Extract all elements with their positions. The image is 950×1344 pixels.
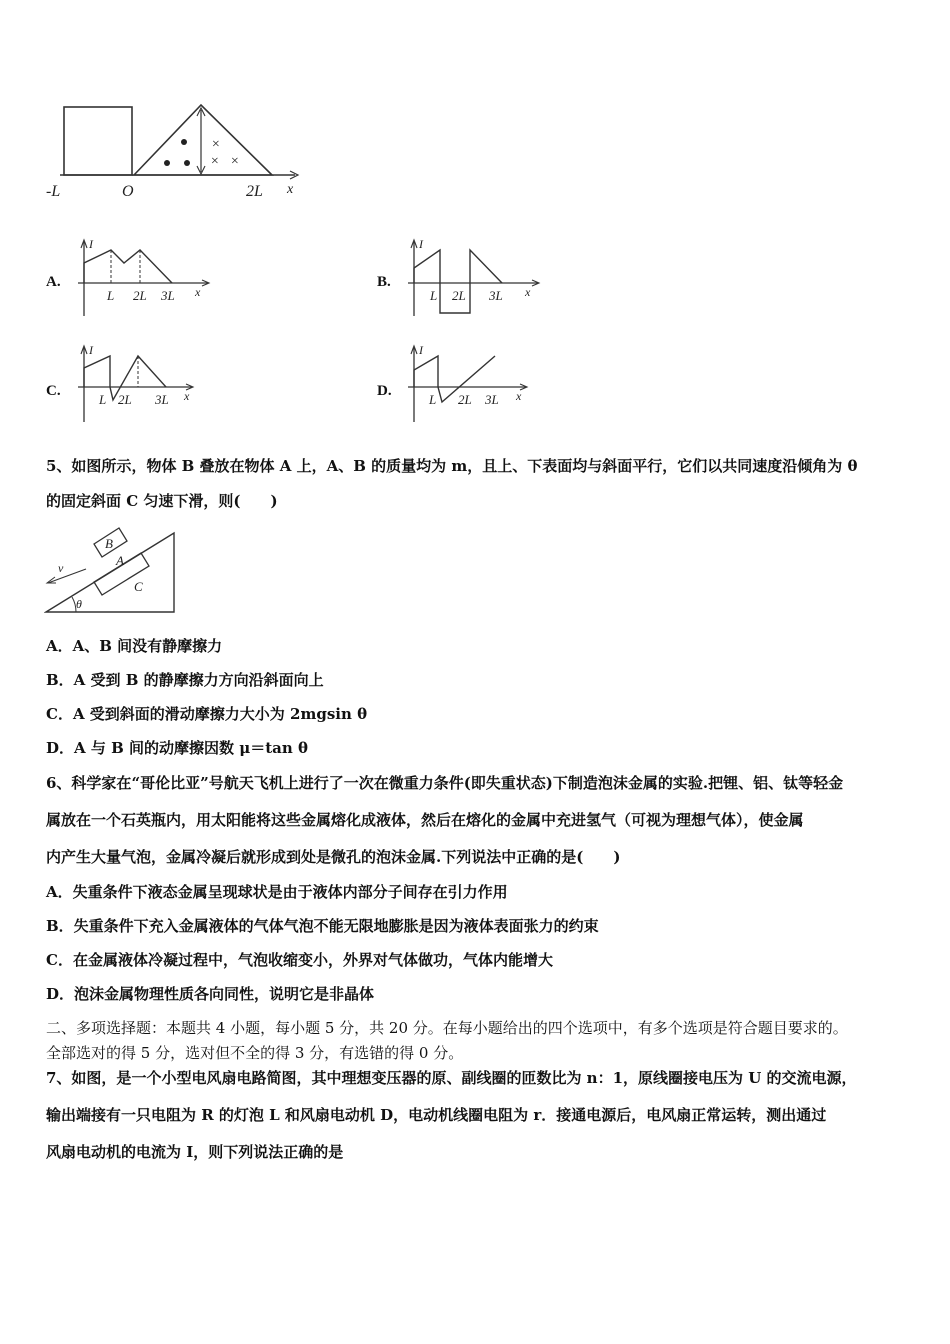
main-label-2L: 2L (246, 183, 263, 200)
q5-label-b: B (105, 536, 113, 551)
section2-heading-line1: 二、多项选择题：本题共 4 小题，每小题 5 分，共 20 分。在每小题给出的四个选项中，有多个选项是符合题目要求的。 (46, 1019, 848, 1037)
q5-label-c: C (134, 579, 143, 594)
q6-option-c[interactable]: C．在金属液体冷凝过程中，气泡收缩变小，外界对气体做功，气体内能增大 (46, 951, 553, 969)
q7-stem-line3: 风扇电动机的电流为 I，则下列说法正确的是 (46, 1143, 344, 1161)
svg-text:×: × (211, 137, 221, 152)
opt-c-tick-2l: 2L (118, 392, 132, 407)
q6-option-b[interactable]: B．失重条件下充入金属液体的气体气泡不能无限地膨胀是因为液体表面张力的约束 (46, 917, 599, 935)
q6-option-a[interactable]: A．失重条件下液态金属呈现球状是由于液体内部分子间存在引力作用 (46, 883, 508, 901)
opt-c-tick-l: L (99, 392, 107, 407)
opt-d-tick-3l: 3L (485, 392, 499, 407)
opt-b-tick-2l: 2L (452, 288, 466, 303)
opt-c-axis-x: x (184, 389, 190, 403)
opt-d-tick-2l: 2L (458, 392, 472, 407)
opt-a-tick-3l: 3L (161, 288, 175, 303)
opt-a-tick-2l: 2L (133, 288, 147, 303)
svg-text:×: × (210, 154, 220, 169)
opt-b-tick-l: L (430, 288, 438, 303)
q6-stem-line2: 属放在一个石英瓶内，用太阳能将这些金属熔化成液体，然后在熔化的金属中充进氢气（可视为理想气体），使金属 (46, 811, 804, 829)
main-label-negL: -L (46, 183, 61, 200)
q5-label-theta: θ (76, 597, 82, 611)
opt-c-axis-i: I (89, 343, 93, 357)
q5-option-c[interactable]: C．A 受到斜面的滑动摩擦力大小为 2mgsin θ (46, 705, 368, 723)
opt-c-tick-3l: 3L (155, 392, 169, 407)
q4-option-c-graph[interactable] (70, 342, 215, 427)
opt-b-axis-x: x (525, 285, 531, 299)
section2-heading-line2: 全部选对的得 5 分，选对但不全的得 3 分，有选错的得 0 分。 (46, 1044, 464, 1062)
q4-option-a-graph[interactable] (70, 236, 215, 321)
q7-stem-line1: 7、如图，是一个小型电风扇电路简图，其中理想变压器的原、副线圈的匝数比为 n：1，原线圈接电压为 U 的交流电源， (46, 1069, 857, 1087)
opt-b-axis-i: I (419, 237, 423, 251)
q4-option-b-letter[interactable]: B. (377, 274, 391, 290)
opt-d-tick-l: L (429, 392, 437, 407)
q5-option-b[interactable]: B．A 受到 B 的静摩擦力方向沿斜面向上 (46, 671, 324, 689)
opt-a-tick-l: L (107, 288, 115, 303)
opt-a-axis-i: I (89, 237, 93, 251)
q5-label-a: A (116, 553, 124, 568)
q5-stem-line1: 5、如图所示，物体 B 叠放在物体 A 上，A、B 的质量均为 m，且上、下表面均与斜面平行，它们以共同速度沿倾角为 θ (46, 457, 858, 475)
q4-option-a-letter[interactable]: A. (46, 274, 61, 290)
q5-option-a[interactable]: A．A、B 间没有静摩擦力 (46, 637, 223, 655)
q5-option-d[interactable]: D．A 与 B 间的动摩擦因数 μ＝tan θ (46, 739, 308, 757)
opt-b-tick-3l: 3L (489, 288, 503, 303)
q6-stem-line1: 6、科学家在“哥伦比亚”号航天飞机上进行了一次在微重力条件(即失重状态)下制造泡沫金属的实验.把锂、铝、钛等轻金 (46, 774, 844, 792)
q6-option-d[interactable]: D．泡沫金属物理性质各向同性，说明它是非晶体 (46, 985, 375, 1003)
q4-main-figure (40, 100, 310, 205)
q4-option-d-graph[interactable] (400, 342, 545, 427)
q5-incline-figure (44, 525, 179, 617)
opt-d-axis-x: x (516, 389, 522, 403)
svg-text:×: × (230, 154, 240, 169)
q6-stem-line3: 内产生大量气泡，金属冷凝后就形成到处是微孔的泡沫金属.下列说法中正确的是( ) (46, 848, 621, 866)
main-label-origin: O (122, 183, 134, 200)
main-label-x: x (287, 182, 294, 197)
opt-a-axis-x: x (195, 285, 201, 299)
q4-option-c-letter[interactable]: C. (46, 383, 61, 399)
q5-label-v: v (58, 561, 64, 575)
q5-stem-line2: 的固定斜面 C 匀速下滑，则( ) (46, 492, 278, 510)
q7-stem-line2: 输出端接有一只电阻为 R 的灯泡 L 和风扇电动机 D，电动机线圈电阻为 r．接通电源后，电风扇正常运转，测出通过 (46, 1106, 827, 1124)
q4-option-b-graph[interactable] (400, 236, 545, 321)
opt-d-axis-i: I (419, 343, 423, 357)
q4-option-d-letter[interactable]: D. (377, 383, 392, 399)
